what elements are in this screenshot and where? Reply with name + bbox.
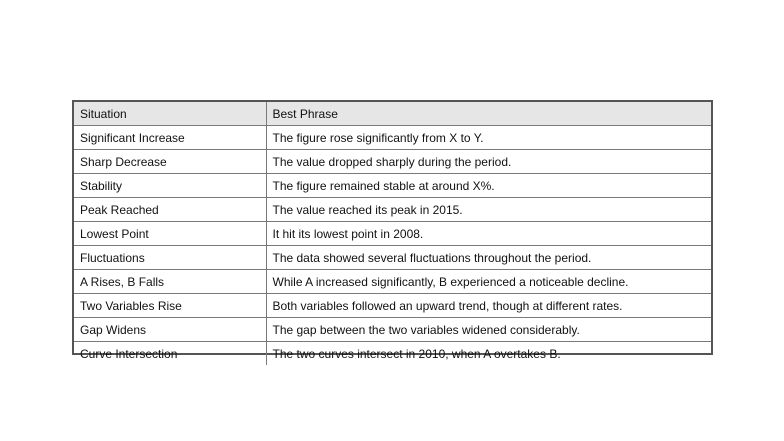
table-row: [74, 222, 711, 246]
situation-cell: Sharp Decrease: [74, 150, 266, 174]
situation-cell: A Rises, B Falls: [74, 270, 266, 294]
phrase-cell: The figure remained stable at around X%.: [266, 174, 711, 198]
table-row: [74, 126, 711, 150]
situation-cell: Significant Increase: [74, 126, 266, 150]
table-row: [74, 174, 711, 198]
situation-cell: Fluctuations: [74, 246, 266, 270]
header-best-phrase: Best Phrase: [266, 102, 711, 126]
table-row: [74, 318, 711, 342]
header-situation: Situation: [74, 102, 266, 126]
table-row: [74, 150, 711, 174]
phrase-cell: The data showed several fluctuations throughout the period.: [266, 246, 711, 270]
phrase-cell: Both variables followed an upward trend, though at different rates.: [266, 294, 711, 318]
phrase-cell: The figure rose significantly from X to Y.: [266, 126, 711, 150]
table-row: [74, 246, 711, 270]
table-row: [74, 270, 711, 294]
phrase-cell: The gap between the two variables widened considerably.: [266, 318, 711, 342]
situation-cell: Two Variables Rise: [74, 294, 266, 318]
situation-cell: Curve Intersection: [74, 342, 266, 366]
phrase-table: [74, 102, 711, 365]
table-header-row: [74, 102, 711, 126]
table-row: [74, 294, 711, 318]
situation-cell: Lowest Point: [74, 222, 266, 246]
phrase-cell: While A increased significantly, B experienced a noticeable decline.: [266, 270, 711, 294]
phrase-cell: The value reached its peak in 2015.: [266, 198, 711, 222]
table-row: [74, 198, 711, 222]
table-row: [74, 342, 711, 366]
phrase-cell: It hit its lowest point in 2008.: [266, 222, 711, 246]
situation-cell: Stability: [74, 174, 266, 198]
situation-cell: Peak Reached: [74, 198, 266, 222]
phrase-table-container: [72, 100, 713, 361]
situation-cell: Gap Widens: [74, 318, 266, 342]
phrase-cell: The two curves intersect in 2010, when A overtakes B.: [272, 346, 561, 361]
phrase-cell: The value dropped sharply during the period.: [266, 150, 711, 174]
